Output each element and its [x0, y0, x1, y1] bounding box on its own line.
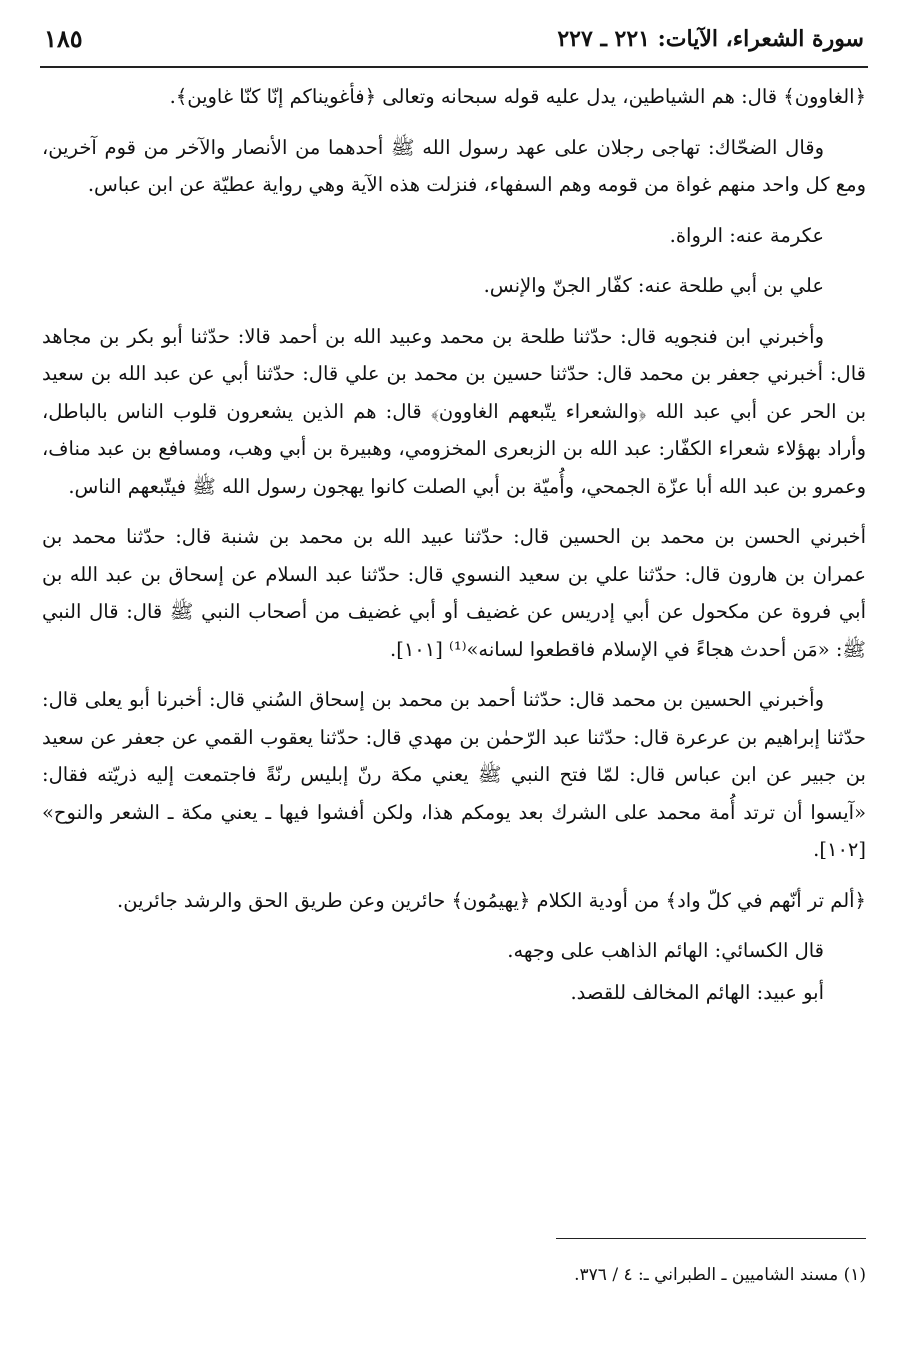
running-title: سورة الشعراء، الآيات: ٢٢١ ـ ٢٢٧: [557, 26, 864, 52]
paragraph: ﴿الغاوون﴾ قال: هم الشياطين، يدل عليه قوله سبحانه وتعالى ﴿فأغويناكم إنّا كنّا غاوين﴾.: [169, 85, 866, 108]
paragraph: قال الكسائي: الهائم الذاهب على وجهه.: [507, 939, 824, 962]
paragraph: وأخبرني الحسين بن محمد قال: حدّثنا أحمد بن محمد بن إسحاق السُني قال: أخبرنا أبو يعلى قال: حدّثنا إبراهيم بن عرعرة قال: حدّثنا عبد الرّحمٰن بن مهدي قال: حدّثنا يعقوب القمي عن جعفر عن سعيد بن جبير عن ابن عباس قال: لمّا فتح النبي ﷺ يعني مكة رنّ إبليس رنّةً فاجتمعت إليه ذريّته فقال: «آيسوا أن ترتد أُمة محمد على الشرك بعد يومكم هذا، ولكن أفشوا فيها ـ يعني مكة ـ الشعر والنوح» [١٠٢].: [42, 688, 866, 861]
main-text: [42, 78, 866, 1015]
paragraph: عكرمة عنه: الرواة.: [669, 223, 824, 247]
paragraph: أبو عبيد: الهائم المخالف للقصد.: [570, 980, 824, 1004]
paragraph: وقال الضحّاك: تهاجى رجلان على عهد رسول الله ﷺ أحدهما من الأنصار والآخر من قوم آخرين، ومع كل واحد منهم غواة من قومه وهم السفهاء، فنزلت هذه الآية وهي رواية عطيّة عن ابن عباس.: [42, 135, 866, 196]
footnotes: [42, 1238, 866, 1289]
paragraph: أخبرني الحسن بن محمد بن الحسين قال: حدّثنا عبيد الله بن محمد بن شنبة قال: حدّثنا محمد بن عمران بن هارون قال: حدّثنا علي بن سعيد النسوي قال: حدّثنا عبد السلام عن إسحاق بن عبد الله بن أبي فروة عن مكحول عن أبي إدريس عن غضيف أو أبي غضيف من أصحاب النبي ﷺ قال: قال النبي ﷺ: «مَن أحدث هجاءً في الإسلام فاقطعوا لسانه»⁽¹⁾ [١٠١].: [42, 525, 866, 661]
page-number: ١٨٥: [44, 24, 83, 53]
footnote: (١) مسند الشاميين ـ الطبراني ـ: ٤ / ٣٧٦.: [574, 1265, 866, 1285]
page-header: [40, 22, 868, 68]
paragraph: ﴿ألم تر أنّهم في كلّ واد﴾ من أودية الكلام ﴿يهيمُون﴾ حائرين وعن طريق الحق والرشد جائرين.: [117, 888, 866, 912]
paragraph: وأخبرني ابن فنجويه قال: حدّثنا طلحة بن محمد وعبيد الله بن أحمد قالا: حدّثنا أبو بكر بن مجاهد قال: أخبرني جعفر بن محمد قال: حدّثنا حسين بن محمد بن علي قال: حدّثنا أبي عن عبد الله بن سعيد بن الحر عن أبي عبد الله ﴿والشعراء يتّبعهم الغاوون﴾ قال: هم الذين يشعرون قلوب الناس بالباطل، وأراد بهؤلاء شعراء الكفّار: عبد الله بن الزبعرى المخزومي، وهبيرة بن أبي وهب، ومسافع بن عبد مناف، وعمرو بن عبد الله أبا عزّة الجمحي، وأُميّة بن أبي الصلت كانوا يهجون رسول الله ﷺ فيتّبعهم الناس.: [42, 324, 866, 498]
footnote-divider: [556, 1238, 866, 1239]
paragraph: علي بن أبي طلحة عنه: كفّار الجنّ والإنس.: [483, 274, 824, 297]
